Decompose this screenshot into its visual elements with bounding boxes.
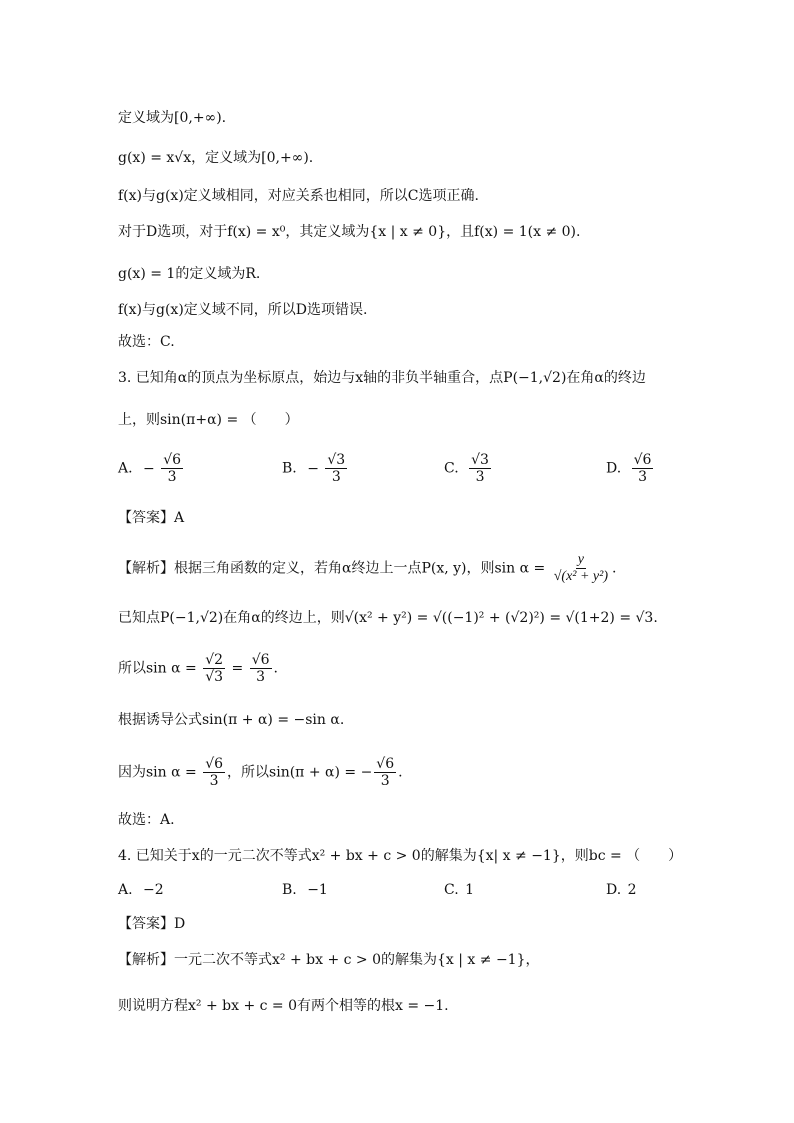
option-label: C.	[444, 460, 459, 477]
option-value: −2	[143, 882, 164, 898]
analysis-text: 因为sin α =	[118, 764, 197, 781]
q3-analysis-line-3: 所以sin α = $\frac{√2}{√3}$ = $\frac{√6}{3}$ .	[118, 652, 278, 685]
c-option-conclusion: f(x)与g(x)定义域相同，对应关系也相同，所以C选项正确.	[118, 188, 479, 204]
g-domain-text: 定义域为[0,+∞).	[205, 150, 314, 166]
q3-option-d	[606, 452, 655, 485]
d-option-analysis: 对于D选项，对于f(x) = x⁰，其定义域为{x | x ≠ 0}，且f(x) = 1(x ≠ 0).	[118, 224, 581, 240]
q4-option-b	[282, 882, 328, 898]
q3-option-c	[444, 452, 493, 485]
q3-analysis-line-2: 已知点P(−1,√2)在角α的终边上，则√(x² + y²) = √((−1)² + (√2)²) = √(1+2) = √3.	[118, 610, 658, 626]
option-label: B.	[282, 882, 297, 898]
analysis-mid-text: ，所以sin(π + α) = −	[227, 764, 373, 781]
q3-stem-line-2: 上，则sin(π+α) = （ ）	[118, 412, 299, 428]
choose-c: 故选：C.	[118, 334, 175, 350]
q4-answer: 【答案】D	[118, 916, 186, 932]
q4-analysis-line-2: 则说明方程x² + bx + c = 0有两个相等的根x = −1.	[118, 998, 449, 1014]
option-label: D.	[606, 460, 622, 477]
fraction-1: $\frac{√2}{√3}$	[205, 652, 224, 685]
option-label: B.	[282, 460, 297, 477]
q3-analysis-line-1: 【解析】根据三角函数的定义，若角α终边上一点P(x, y)，则sin α = $\frac{y}{\text{√(x² + y²)}}$ .	[118, 552, 617, 584]
option-value: 2	[627, 882, 637, 898]
option-label: A.	[118, 882, 133, 898]
option-fraction: $\frac{√6}{3}$	[163, 452, 182, 485]
q3-option-b	[282, 452, 349, 485]
g-definition-line	[118, 148, 313, 168]
option-label: D.	[606, 882, 622, 898]
option-label: A.	[118, 460, 133, 477]
q3-choose: 故选：A.	[118, 812, 175, 828]
option-sign: −	[307, 460, 319, 477]
g-domain-r: g(x) = 1的定义域为R.	[118, 266, 261, 282]
option-fraction: $\frac{√3}{3}$	[327, 452, 346, 485]
q3-analysis-line-5: 因为sin α = $\frac{√6}{3}$ ，所以sin(π + α) = − $\frac{√6}{3}$ .	[118, 756, 403, 789]
q3-answer: 【答案】A	[118, 510, 185, 526]
g-formula: g(x) = x√x，	[118, 150, 206, 166]
option-fraction: $\frac{√6}{3}$	[633, 452, 652, 485]
fraction-a: $\frac{√6}{3}$	[205, 756, 224, 789]
option-value: −1	[307, 882, 328, 898]
q3-analysis-line-4: 根据诱导公式sin(π + α) = −sin α.	[118, 712, 345, 728]
option-fraction: $\frac{√3}{3}$	[471, 452, 489, 485]
sin-definition-fraction: $\frac{y}{\text{√(x² + y²)}}$	[553, 552, 608, 584]
analysis-text: 所以sin α =	[118, 660, 197, 677]
q4-analysis-line-1: 【解析】一元二次不等式x² + bx + c > 0的解集为{x | x ≠ −1}，	[118, 952, 540, 968]
option-value: 1	[465, 882, 475, 898]
fraction-2: $\frac{√6}{3}$	[251, 652, 270, 685]
q3-option-a	[118, 452, 185, 485]
q4-option-a	[118, 882, 164, 898]
option-label: C.	[444, 882, 459, 898]
d-option-conclusion: f(x)与g(x)定义域不同，所以D选项错误.	[118, 302, 368, 318]
option-sign: −	[143, 460, 155, 477]
q3-stem-line-1: 3. 已知角α的顶点为坐标原点，始边与x轴的非负半轴重合，点P(−1,√2)在角α的终边	[118, 370, 646, 386]
domain-line-1: 定义域为[0,+∞).	[118, 110, 227, 126]
fraction-b: $\frac{√6}{3}$	[376, 756, 395, 789]
q4-option-d	[606, 882, 637, 898]
q4-stem: 4. 已知关于x的一元二次不等式x² + bx + c > 0的解集为{x| x ≠ −1}，则bc = （ ）	[118, 848, 683, 864]
analysis-text: 【解析】根据三角函数的定义，若角α终边上一点P(x, y)，则sin α =	[118, 560, 546, 577]
q4-option-c	[444, 882, 474, 898]
